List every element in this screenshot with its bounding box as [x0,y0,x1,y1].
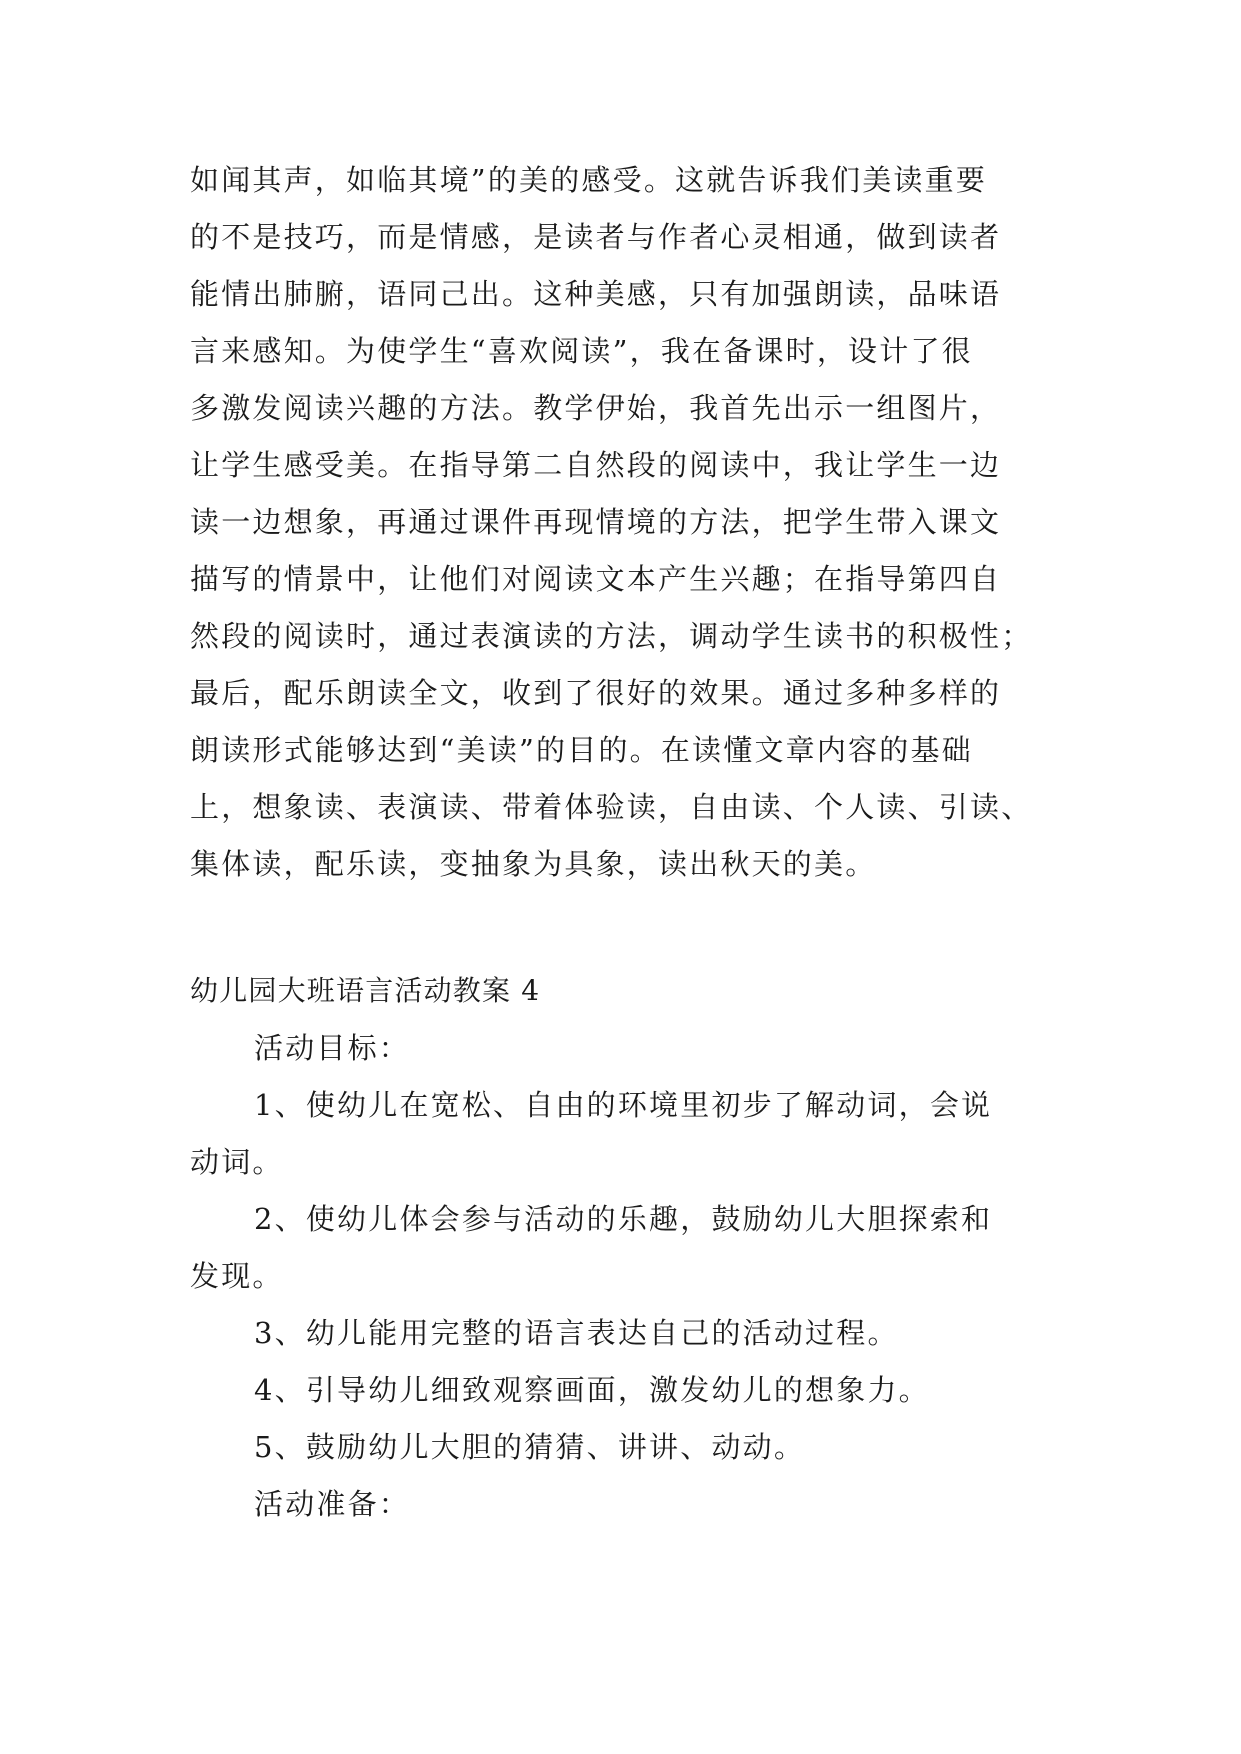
section-title: 幼儿园大班语言活动教案 4 [190,974,541,1007]
paragraph-line: 让学生感受美。在指导第二自然段的阅读中，我让学生一边 [190,448,1002,482]
paragraph-line: 然段的阅读时，通过表演读的方法，调动学生读书的积极性； [190,619,1033,653]
paragraph-line: 的不是技巧，而是情感，是读者与作者心灵相通，做到读者 [190,220,1002,254]
paragraph-line: 最后，配乐朗读全文，收到了很好的效果。通过多种多样的 [190,676,1002,710]
goal-item-1: 1、使幼儿在宽松、自由的环境里初步了解动词，会说 [254,1088,993,1122]
paragraph-line: 多激发阅读兴趣的方法。教学伊始，我首先出示一组图片， [190,391,1002,425]
paragraph-line: 言来感知。为使学生“喜欢阅读”，我在备课时，设计了很 [190,334,973,368]
paragraph-line: 描写的情景中，让他们对阅读文本产生兴趣；在指导第四自 [190,562,1002,596]
goal-item-2-continued: 发现。 [190,1259,284,1293]
paragraph-line: 上，想象读、表演读、带着体验读，自由读、个人读、引读、 [190,790,1033,824]
goal-item-4: 4、引导幼儿细致观察画面，激发幼儿的想象力。 [254,1373,930,1407]
prep-heading: 活动准备： [254,1487,411,1521]
paragraph-line: 能情出肺腑，语同己出。这种美感，只有加强朗读，品味语 [190,277,1002,311]
paragraph-line: 读一边想象，再通过课件再现情境的方法，把学生带入课文 [190,505,1002,539]
goal-item-1-continued: 动词。 [190,1145,284,1179]
goal-item-3: 3、幼儿能用完整的语言表达自己的活动过程。 [254,1316,899,1350]
paragraph-line: 如闻其声，如临其境”的美的感受。这就告诉我们美读重要 [190,163,988,197]
goals-heading: 活动目标： [254,1031,411,1065]
paragraph-line: 集体读，配乐读，变抽象为具象，读出秋天的美。 [190,847,877,881]
goal-item-2: 2、使幼儿体会参与活动的乐趣，鼓励幼儿大胆探索和 [254,1202,993,1236]
goal-item-5: 5、鼓励幼儿大胆的猜猜、讲讲、动动。 [254,1430,806,1464]
paragraph-line: 朗读形式能够达到“美读”的目的。在读懂文章内容的基础 [190,733,973,767]
